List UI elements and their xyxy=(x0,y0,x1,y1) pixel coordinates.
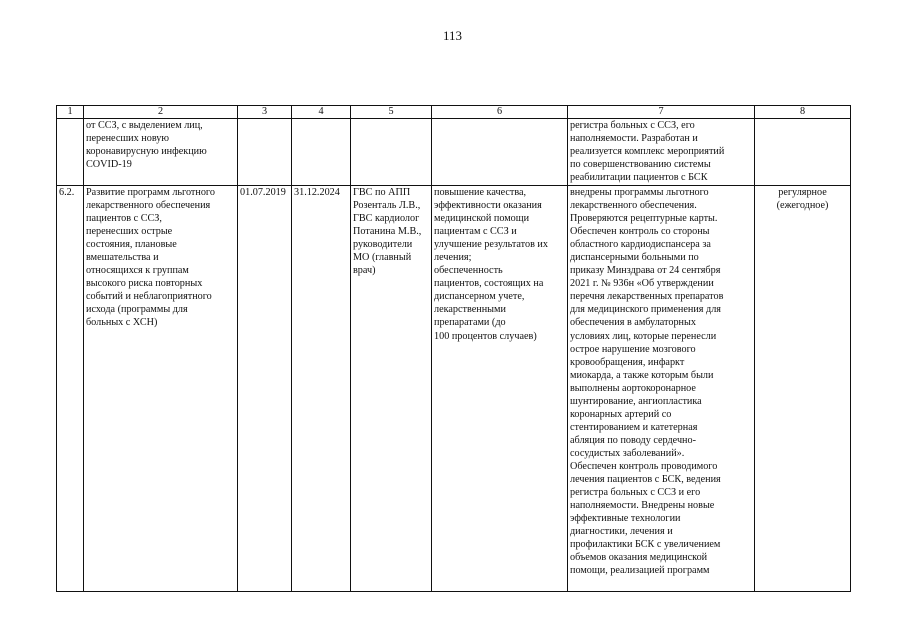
text-line: областного кардиодиспансера за xyxy=(570,239,711,251)
text-line: профилактики БСК с увеличением xyxy=(570,539,721,551)
text-line: реабилитации пациентов с БСК xyxy=(570,172,708,184)
text-line: объемов оказания медицинской xyxy=(570,552,708,564)
text-line: эффективности оказания xyxy=(434,200,542,212)
text-line: препаратами (до xyxy=(434,317,506,329)
text-line: регистра больных с ССЗ, его xyxy=(570,120,695,131)
text-line: 2021 г. № 936н «Об утверждении xyxy=(570,278,714,290)
text-line: диспансерными больными по xyxy=(570,252,699,264)
text-line: регистра больных с ССЗ и его xyxy=(570,487,701,499)
cell-number: 6.2. xyxy=(57,186,84,592)
text-line: от ССЗ, с выделением лиц, xyxy=(86,120,203,131)
text-line: Развитие программ льготного xyxy=(86,187,215,198)
text-line: состояния, плановые xyxy=(86,239,177,251)
text-line: эффективные технологии xyxy=(570,513,681,525)
cell-expected-result xyxy=(432,119,568,186)
text-line: пациентов с ССЗ, xyxy=(86,213,162,225)
header-cell: 2 xyxy=(84,106,238,119)
text-line: лекарственного обеспечения. xyxy=(570,200,697,212)
table-row-6-2 xyxy=(57,186,851,592)
text-line: относящихся к группам xyxy=(86,265,189,277)
header-cell: 1 xyxy=(57,106,84,119)
text-line: коронавирусную инфекцию xyxy=(86,146,207,158)
text-line: диагностики, лечения и xyxy=(570,526,673,538)
text-line: руководители xyxy=(353,239,413,251)
text-line: пациентов, состоящих на xyxy=(434,278,544,290)
cell-start-date: 01.07.2019 xyxy=(238,186,292,592)
text-line: Проверяются рецептурные карты. xyxy=(570,213,718,225)
cell-activity xyxy=(84,119,238,186)
header-cell: 8 xyxy=(755,106,851,119)
text-line: исхода (программы для xyxy=(86,304,188,316)
text-line: регулярное xyxy=(778,187,827,198)
cell-responsible xyxy=(351,119,432,186)
text-line: обеспеченность xyxy=(434,265,503,277)
text-line: пациентам с ССЗ и xyxy=(434,226,517,238)
continuation-row xyxy=(57,119,851,186)
cell-frequency xyxy=(755,119,851,186)
text-line: выполнены аортокоронарное xyxy=(570,382,696,394)
text-line: перечня лекарственных препаратов xyxy=(570,291,724,303)
text-line: абляция по поводу сердечно- xyxy=(570,434,696,446)
text-line: ГВС кардиолог xyxy=(353,213,420,225)
cell-end-date xyxy=(292,119,351,186)
text-line: Розенталь Л.В., xyxy=(353,200,421,212)
text-line: диспансерном учете, xyxy=(434,291,525,303)
text-line: медицинской помощи xyxy=(434,213,530,225)
text-line: повышение качества, xyxy=(434,187,527,198)
cell-number xyxy=(57,119,84,186)
text-line: лечения пациентов с БСК, ведения xyxy=(570,474,721,486)
text-line: Обеспечен контроль проводимого xyxy=(570,460,718,472)
text-line: лекарственными xyxy=(434,304,506,316)
text-line: наполняемости. Внедрены новые xyxy=(570,500,715,512)
text-line: лекарственного обеспечения xyxy=(86,200,211,212)
header-cell: 7 xyxy=(568,106,755,119)
header-cell: 4 xyxy=(292,106,351,119)
text-line: шунтирование, ангиопластика xyxy=(570,395,702,407)
cell-responsible xyxy=(351,186,432,592)
text-line: приказу Минздрава от 24 сентября xyxy=(570,265,721,277)
header-cell: 5 xyxy=(351,106,432,119)
text-line: кровообращения, инфаркт xyxy=(570,356,685,368)
text-line: внедрены программы льготного xyxy=(570,187,709,198)
text-line: условиях лиц, которые перенесли xyxy=(570,330,717,342)
text-line: больных с ХСН) xyxy=(86,317,158,329)
text-line: обеспечения в амбулаторных xyxy=(570,317,696,329)
text-line: сосудистых заболеваний». xyxy=(570,447,685,459)
text-line: перенесших новую xyxy=(86,133,169,145)
text-line: Обеспечен контроль со стороны xyxy=(570,226,710,238)
text-line: МО (главный xyxy=(353,252,412,264)
text-line: острое нарушение мозгового xyxy=(570,343,696,355)
page-number: 113 xyxy=(442,28,463,43)
cell-result xyxy=(568,119,755,186)
text-line: врач) xyxy=(353,265,376,277)
cell-frequency xyxy=(755,186,851,592)
text-line: улучшение результатов их xyxy=(434,239,548,251)
text-line: миокарда, а также которым были xyxy=(570,369,714,381)
cell-activity xyxy=(84,186,238,592)
cell-expected-result xyxy=(432,186,568,592)
text-line: 100 процентов случаев) xyxy=(434,330,537,342)
text-line: высокого риска повторных xyxy=(86,278,203,290)
text-line: наполняемости. Разработан и xyxy=(570,133,698,145)
text-line: стентированием и катетерная xyxy=(570,421,698,433)
text-line: (ежегодное) xyxy=(776,200,829,212)
text-line: перенесших острые xyxy=(86,226,173,238)
text-line: вмешательства и xyxy=(86,252,159,264)
text-line: событий и неблагоприятного xyxy=(86,291,212,303)
cell-end-date: 31.12.2024 xyxy=(292,186,351,592)
cell-result xyxy=(568,186,755,592)
text-line: по совершенствованию системы xyxy=(570,159,711,171)
column-number-row xyxy=(57,106,851,119)
activities-table xyxy=(56,105,851,592)
header-cell: 3 xyxy=(238,106,292,119)
text-line: коронарных артерий со xyxy=(570,408,672,420)
cell-start-date xyxy=(238,119,292,186)
text-line: COVID-19 xyxy=(86,159,132,171)
text-line: реализуется комплекс мероприятий xyxy=(570,146,725,158)
text-line: ГВС по АПП xyxy=(353,187,411,198)
text-line: лечения; xyxy=(434,252,472,264)
text-line: помощи, реализацией программ xyxy=(570,565,710,577)
header-cell: 6 xyxy=(432,106,568,119)
text-line: Потанина М.В., xyxy=(353,226,422,238)
text-line: для медицинского применения для xyxy=(570,304,721,316)
